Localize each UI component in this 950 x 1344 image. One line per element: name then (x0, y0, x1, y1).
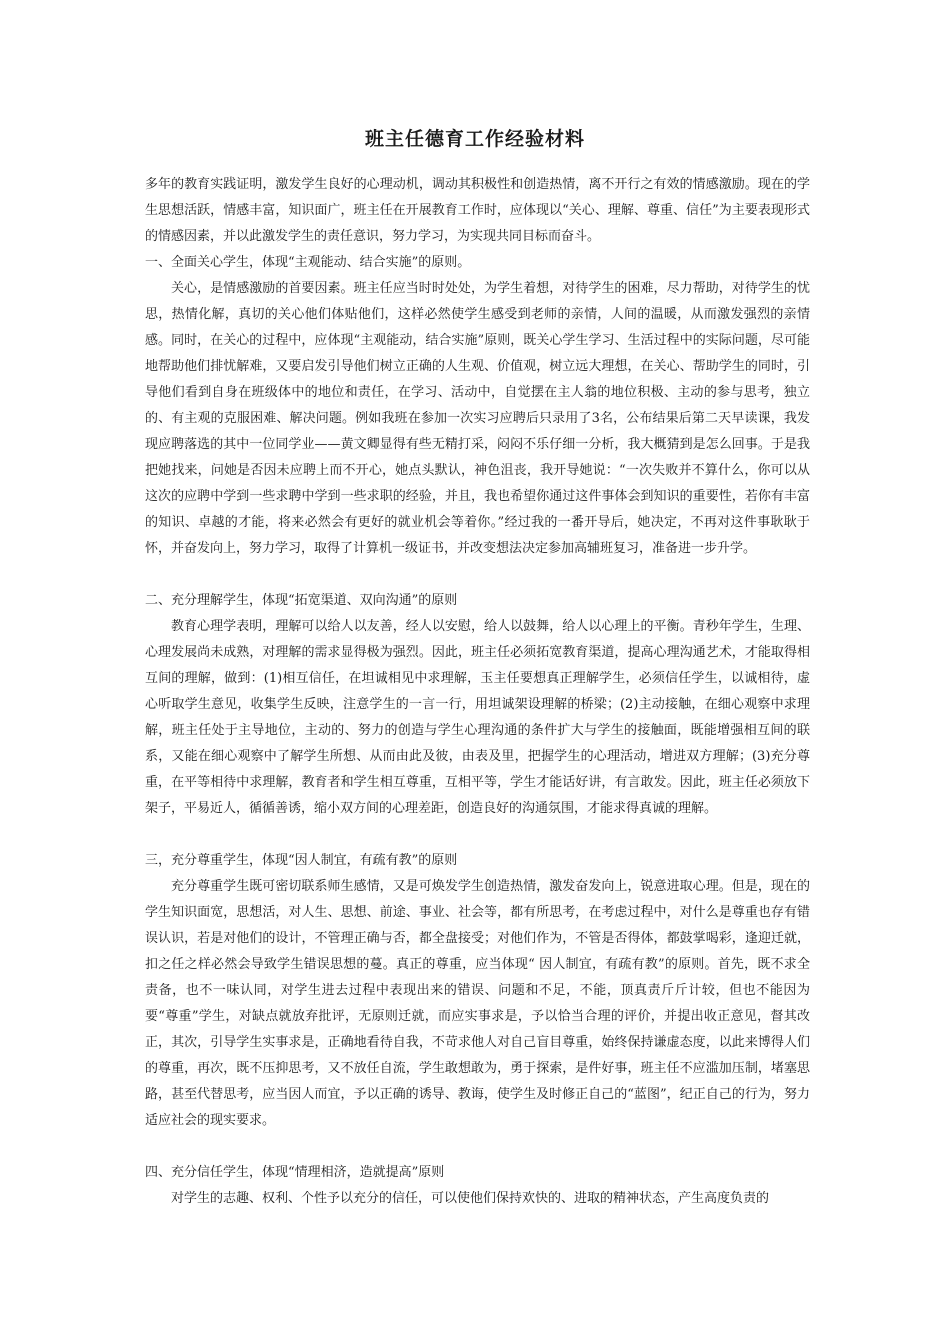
section-1-body: 关心，是情感激励的首要因素。班主任应当时时处处，为学生着想，对待学生的困难，尽力帮助，对待学生的忧思，热情化解，真切的关心他们体贴他们，这样必然使学生感受到老师的亲情，人间的温暖，从而激发强烈的亲情感。同时，在关心的过程中，应体现“主观能动，结合实施”原则，既关心学生学习、生活过程中的实际问题，尽可能地帮助他们排忧解难，又要启发引导他们树立正确的人生观、价值观，树立远大理想，在关心、帮助学生的同时，引导他们看到自身在班级体中的地位和责任，在学习、活动中，自觉摆在主人翁的地位积极、主动的参与思考，独立的、有主观的克服困难、解决问题。例如我班在参加一次实习应聘后只录用了3名，公布结果后第二天早读课，我发现应聘落选的其中一位同学业——黄文卿显得有些无精打采，闷闷不乐仔细一分析，我大概猜到是怎么回事。于是我把她找来，问她是否因未应聘上而不开心，她点头默认，神色沮丧，我开导她说：“一次失败并不算什么，你可以从这次的应聘中学到一些求聘中学到一些求职的经验，并且，我也希望你通过这件事体会到知识的重要性，若你有丰富的知识、卓越的才能，将来必然会有更好的就业机会等着你。”经过我的一番开导后，她决定，不再对这件事耿耿于怀，并奋发向上，努力学习，取得了计算机一级证书，并改变想法决定参加高辅班复习，准备进一步升学。 (145, 281, 810, 556)
section-3-heading: 三，充分尊重学生，体现“因人制宜，有疏有教”的原则 (145, 853, 458, 868)
intro-paragraph: 多年的教育实践证明，激发学生良好的心理动机，调动其积极性和创造热情，离不开行之有效的情感激励。现在的学生思想活跃，情感丰富，知识面广，班主任在开展教育工作时，应体现以“关心、理解、尊重、信任”为主要表现形式的情感因素，并以此激发学生的责任意识，努力学习，为实现共同目标而奋斗。 (145, 177, 810, 244)
document-title: 班主任德育工作经验材料 (364, 128, 585, 150)
section-4-body: 对学生的志趣、权利、个性予以充分的信任，可以使他们保持欢快的、进取的精神状态，产生高度负责的 (171, 1191, 770, 1206)
section-2-body: 教育心理学表明，理解可以给人以友善，经人以安慰，给人以鼓舞，给人以心理上的平衡。青秒年学生，生理、心理发展尚未成熟，对理解的需求显得极为强烈。因此，班主任必须拓宽教育渠道，提高心理沟通艺术，才能取得相互间的理解，做到：(1)相互信任，在坦诚相见中求理解，玉主任要想真正理解学生，必须信任学生，以诚相待，虚心听取学生意见，收集学生反映，注意学生的一言一行，用坦诚架设理解的桥梁；(2)主动接触，在细心观察中求理解，班主任处于主导地位，主动的、努力的创造与学生心理沟通的条件扩大与学生的接触面，既能增强相互间的联系，又能在细心观察中了解学生所想、从而由此及彼，由表及里，把握学生的心理活动，增进双方理解；(3)充分尊重，在平等相待中求理解，教育者和学生相互尊重，互相平等，学生才能话好讲，有言敢发。因此，班主任必须放下架子，平易近人，循循善诱，缩小双方间的心理差距，创造良好的沟通氛围，才能求得真诚的理解。 (145, 619, 810, 816)
section-2-heading: 二、充分理解学生，体现“拓宽渠道、双向沟通”的原则 (145, 593, 458, 608)
section-3-body: 充分尊重学生既可密切联系师生感情，又是可焕发学生创造热情，激发奋发向上，锐意进取心理。但是，现在的学生知识面宽，思想活，对人生、思想、前途、事业、社会等，都有所思考，在考虑过程中，对什么是尊重也存有错误认识，若是对他们的设计，不管理正确与否，都全盘接受；对他们作为，不管是否得体，都鼓掌喝彩，逢迎迁就，扣之任之样必然会导致学生错误思想的蔓。真正的尊重，应当体现“ 因人制宜，有疏有教”的原则。首先，既不求全责备，也不一味认同，对学生进去过程中表现出来的错误、问题和不足，不能，顶真责斤斤计较，但也不能因为要“尊重”学生，对缺点就放弃批评，无原则迁就，而应实事求是，予以恰当合理的评价，并提出收正意见，督其改正，其次，引导学生实事求是，正确地看待自我，不苛求他人对自己盲目尊重，始终保持谦虚态度，以此来博得人们的尊重，再次，既不压抑思考，又不放任自流，学生敢想敢为，勇于探索，是件好事，班主任不应滥加压制，堵塞思路，甚至代替思考，应当因人而宜，予以正确的诱导、教诲，使学生及时修正自己的“蓝图”，纪正自己的行为，努力适应社会的现实要求。 (145, 879, 810, 1128)
section-1-heading: 一、全面关心学生，体现“主观能动、结合实施”的原则。 (145, 255, 471, 270)
document-body (145, 172, 810, 1212)
section-4-heading: 四、充分信任学生，体现“情理相济，造就提高”原则 (145, 1165, 445, 1180)
